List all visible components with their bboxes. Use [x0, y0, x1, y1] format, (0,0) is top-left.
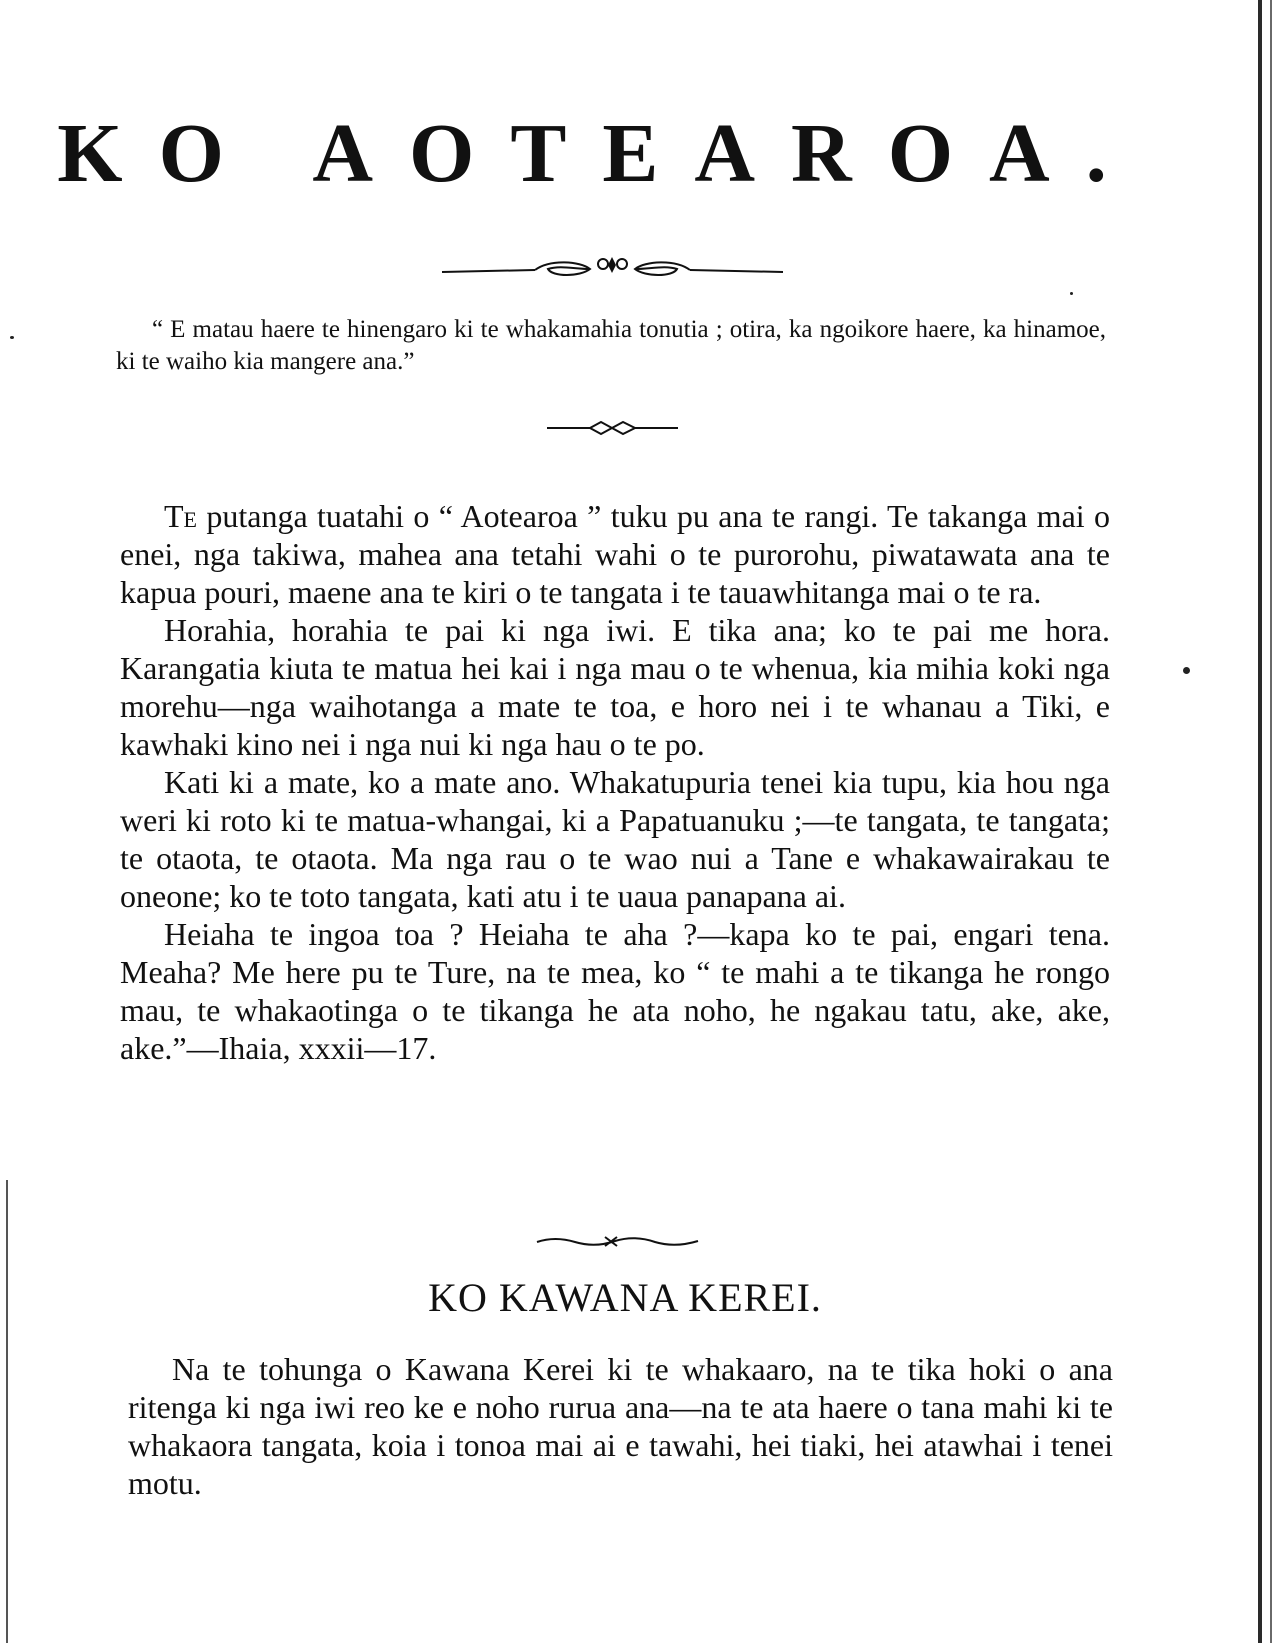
paragraph	[120, 497, 1110, 611]
section-heading: KO KAWANA KEREI.	[428, 1275, 822, 1320]
print-speck	[1070, 292, 1073, 295]
page-edge-shadow	[1258, 0, 1262, 1643]
paragraph: Heiaha te ingoa toa ? Heiaha te aha ?—kapa ko te pai, engari tena. Meaha? Me here pu te Ture, na te mea, ko “ te mahi a te tikanga he rongo mau, te whakaotinga o te tikanga he ata noho, he ngakau tatu, ake, ake, ake.”—Ihaia, xxxii—17.	[120, 916, 1110, 1066]
paragraph-text: putanga tuatahi o “ Aotearoa ” tuku pu ana te rangi. Te takanga mai o enei, nga takiwa, mahea ana tetahi wahi o te purorohu, piwatawata ana te kapua pouri, maene ana te kiri o te tangata i te tauawhitanga mai o te ra.	[120, 498, 1110, 610]
print-speck	[10, 336, 14, 339]
epigraph-text: “ E matau haere te hinengaro ki te whakamahia tonutia ; otira, ka ngoikore haere, ka hinamoe, ki te waiho kia mangere ana.”	[116, 316, 1106, 375]
page-title: KO AOTEAROA.	[57, 107, 1143, 200]
paragraph: Na te tohunga o Kawana Kerei ki te whakaaro, na te tika hoki o ana ritenga ki nga iwi reo ke e noho rurua ana—na te ata haere o tana mahi ki te whakaora tangata, koia i tonoa mai ai e tawahi, hei tiaki, hei atawhai i tenei motu.	[128, 1351, 1113, 1501]
epigraph-quote	[116, 314, 1106, 378]
section-divider-ornament-icon	[535, 1232, 700, 1250]
paragraph: Horahia, horahia te pai ki nga iwi. E tika ana; ko te pai me hora. Karangatia kiuta te matua hei kai i nga mau o te whenua, kia mihia koki nga morehu—nga waihotanga a mate te toa, e horo nei i te whanau a Tiki, e kawhaki kino nei i nga nui ki nga hau o te po.	[120, 612, 1110, 762]
page-edge-shadow-left	[6, 1180, 8, 1643]
article-body	[120, 497, 1110, 1067]
divider-ornament-icon	[545, 418, 680, 438]
paragraph: Kati ki a mate, ko a mate ano. Whakatupuria tenei kia tupu, kia hou nga weri ki roto ki te matua-whangai, ki a Papatuanuku ;—te tangata, te tangata; te otaota, te otaota. Ma nga rau o te wao nui a Tane e whakawairakau te oneone; ko te toto tangata, kati atu i te uaua panapana ai.	[120, 764, 1110, 914]
lead-small-caps: Te	[164, 498, 197, 534]
print-speck	[1183, 667, 1190, 674]
section-body	[128, 1350, 1113, 1502]
title-ornament-icon	[440, 255, 785, 285]
page-edge-shadow-outer	[1270, 0, 1272, 1643]
